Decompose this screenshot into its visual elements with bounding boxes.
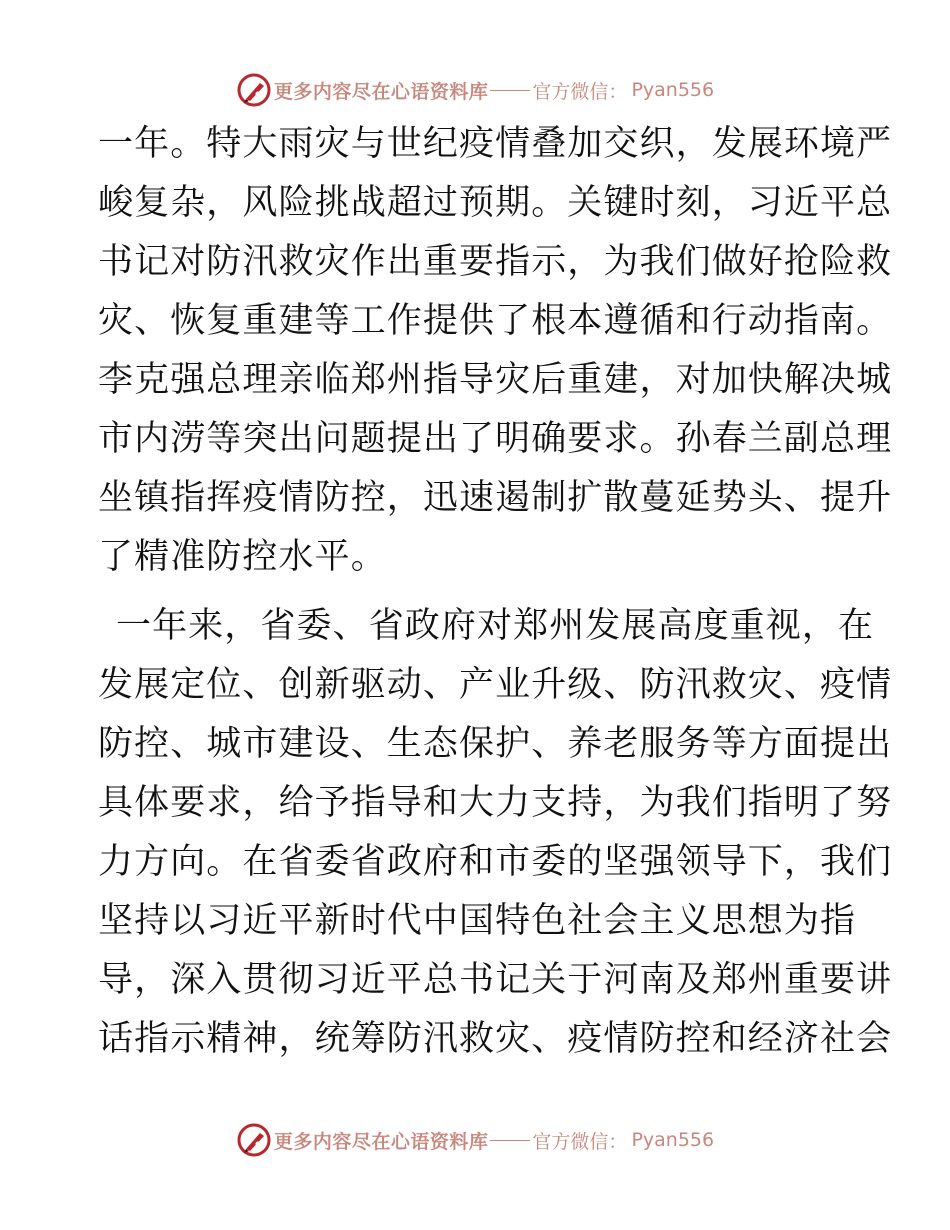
banner-wechat-id: Pyan556 xyxy=(631,1129,715,1151)
text-line: 话指示精神，统筹防汛救灾、疫情防控和经济社会 xyxy=(98,1019,893,1059)
text-line: 峻复杂，风险挑战超过预期。关键时刻，习近平总 xyxy=(98,183,893,223)
text-line: 防控、城市建设、生态保护、养老服务等方面提出 xyxy=(98,724,893,764)
text-line: 市内涝等突出问题提出了明确要求。孙春兰副总理 xyxy=(98,419,893,459)
banner-wechat-id: Pyan556 xyxy=(631,79,715,101)
text-line: 坚持以习近平新时代中国特色社会主义思想为指 xyxy=(98,901,857,941)
text-line: 坐镇指挥疫情防控，迅速遏制扩散蔓延势头、提升 xyxy=(98,478,893,518)
text-line: 力方向。在省委省政府和市委的坚强领导下，我们 xyxy=(98,842,893,882)
text-line: 李克强总理亲临郑州指导灾后重建，对加快解决城 xyxy=(98,360,893,400)
banner-wechat-label: 官方微信： xyxy=(532,80,628,103)
banner-title: 更多内容尽在心语资料库 xyxy=(273,80,489,103)
banner-wechat-label: 官方微信： xyxy=(532,1130,628,1153)
text-line: 具体要求，给予指导和大力支持，为我们指明了努 xyxy=(98,783,893,823)
footer-banner xyxy=(0,1120,950,1160)
text-line: 一年。特大雨灾与世纪疫情叠加交织，发展环境严 xyxy=(98,124,893,164)
banner-title: 更多内容尽在心语资料库 xyxy=(273,1130,489,1153)
text-line: 发展定位、创新驱动、产业升级、防汛救灾、疫情 xyxy=(98,665,893,705)
text-line: 了精准防控水平。 xyxy=(98,537,387,577)
pen-logo-icon xyxy=(236,72,272,108)
text-line: 书记对防汛救灾作出重要指示，为我们做好抢险救 xyxy=(98,242,893,282)
text-line: 导，深入贯彻习近平总书记关于河南及郑州重要讲 xyxy=(98,960,893,1000)
pen-logo-icon xyxy=(236,1122,272,1158)
text-line: 灾、恢复重建等工作提供了根本遵循和行动指南。 xyxy=(98,301,893,341)
text-line: 一年来，省委、省政府对郑州发展高度重视，在 xyxy=(116,606,875,646)
banner-divider xyxy=(490,90,530,91)
banner-divider xyxy=(490,1140,530,1141)
paragraph-1 xyxy=(98,115,893,587)
paragraph-2 xyxy=(98,597,893,1069)
header-banner xyxy=(0,70,950,110)
